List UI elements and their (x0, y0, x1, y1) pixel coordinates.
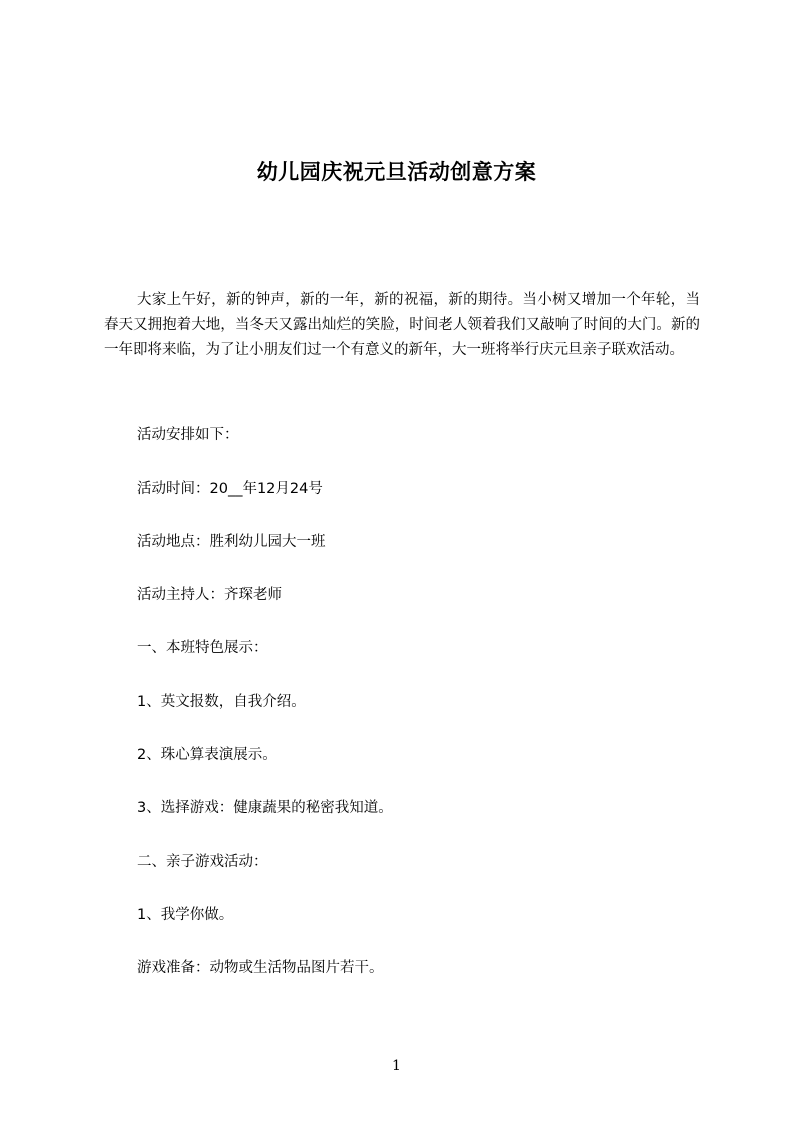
document-title: 幼儿园庆祝元旦活动创意方案 (256, 160, 537, 185)
list-item: 1、英文报数，自我介绍。 (137, 694, 306, 710)
arrangement-heading: 活动安排如下： (137, 427, 239, 443)
section-heading-class-showcase: 一、本班特色展示： (137, 640, 268, 656)
section-heading-parent-child-games: 二、亲子游戏活动： (137, 854, 268, 870)
list-item: 1、我学你做。 (137, 907, 234, 923)
list-item: 3、选择游戏：健康蔬果的秘密我知道。 (137, 800, 393, 816)
game-preparation: 游戏准备：动物或生活物品图片若干。 (137, 960, 384, 976)
activity-time: 活动时间：20__年12月24号 (137, 481, 323, 497)
page-number: 1 (392, 1058, 401, 1074)
list-item: 2、珠心算表演展示。 (137, 747, 277, 763)
activity-host: 活动主持人：齐琛老师 (137, 587, 282, 603)
activity-location: 活动地点：胜利幼儿园大一班 (137, 534, 326, 550)
intro-paragraph: 大家上午好，新的钟声，新的一年，新的祝福，新的期待。当小树又增加一个年轮，当春天又拥抱着大地，当冬天又露出灿烂的笑脸，时间老人领着我们又敲响了时间的大门。新的一年即将来临，为了让小朋友们过一个有意义的新年，大一班将举行庆元旦亲子联欢活动。 (104, 292, 700, 358)
